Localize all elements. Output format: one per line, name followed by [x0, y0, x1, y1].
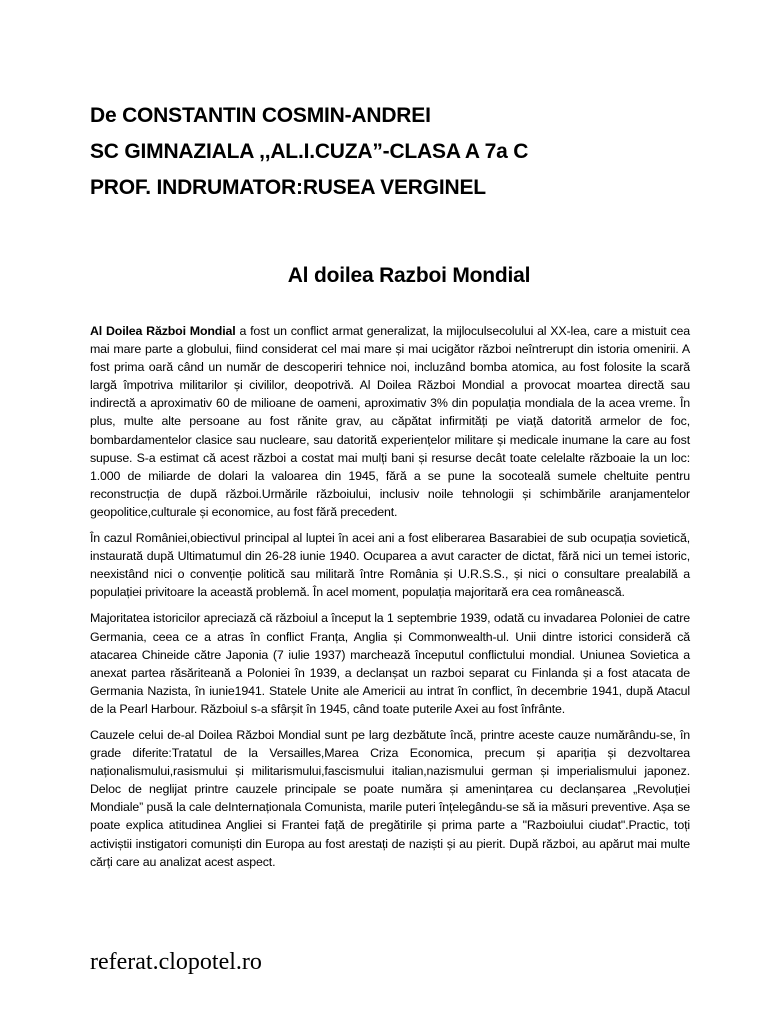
paragraph-1-text: a fost un conflict armat generalizat, la mijloculsecolului al XX-lea, care a mistuit cea mai mare parte a globului, fiind considerat cel mai mare și mai ucigător război neîntrerupt din istoria omenirii. A fost prima oară când un număr de descoperiri tehnice noi, incluzând bomba atomica, au fost folosite la scară largă împotriva militarilor și civililor, deopotrivă. Al Doilea Război Mondial a provocat moartea directă sau indirectă a aproximativ 60 de milioane de oameni, aproximativ 3% din populația mondiala de la acea vreme. În plus, multe alte persoane au fost rănite grav, au căpătat infirmități pe viață datorită armelor de foc, bombardamentelor clasice sau nucleare, sau datorită experiențelor militare și medicale inumane la care au fost supuse. S-a estimat că acest război a costat mai mulți bani și resurse decât toate celelalte războaie la un loc: 1.000 de miliarde de dolari la valoarea din 1945, fără a se pune la socoteală sumele cheltuite pentru reconstrucția de după război.Urmările războiului, inclusiv noile tehnologii și schimbările aranjamentelor geopolitice,culturale și economice, au fost fără precedent. — [90, 324, 691, 519]
document-title: Al doilea Razboi Mondial — [287, 264, 531, 287]
paragraph-3-text: Majoritatea istoricilor apreciază că războiul a început la 1 septembrie 1939, odată cu invadarea Poloniei de catre Germania, ceea ce a atras în conflict Franța, Anglia și Commonwealth-ul. Unii dintre istorici consideră că atacarea Chineide către Japonia (7 iulie 1937) marchează începutul conflictului mondial. Uniunea Sovietica a anexat partea răsăriteană a Poloniei în 1939, a declanșat un razboi separat cu Finlanda și a fost atacata de Germania Nazista, în iunie1941. Statele Unite ale Americii au intrat în conflict, în decembrie 1941, după Atacul de la Pearl Harbour. Războiul s-a sfârșit în 1945, când toate puterile Axei au fost înfrânte. — [90, 611, 690, 716]
paragraph-2-text: În cazul României,obiectivul principal al luptei în acei ani a fost eliberarea Basarabiei de sub ocupația sovietică, instaurată după Ultimatumul din 26-28 iunie 1940. Ocuparea a avut caracter de dictat, fără nici un temei istoric, neexistând nici o convenție politică sau militară între România și U.R.S.S., și nici o consultare prealabilă a populației privitoare la această problemă. În acel moment, populația majoritară era cea românească. — [90, 531, 690, 600]
source-watermark: referat.clopotel.ro — [90, 949, 262, 975]
paragraph-2 — [90, 529, 690, 601]
teacher-line: PROF. INDRUMATOR:RUSEA VERGINEL — [90, 176, 486, 199]
paragraph-1-lead: Al Doilea Război Mondial — [90, 324, 236, 338]
paragraph-3 — [90, 609, 690, 718]
paragraph-1 — [90, 322, 690, 521]
author-line: De CONSTANTIN COSMIN-ANDREI — [90, 104, 431, 127]
document-header — [90, 98, 710, 206]
document-body — [90, 322, 690, 879]
school-line: SC GIMNAZIALA ,,AL.I.CUZA”-CLASA A 7a C — [90, 140, 529, 163]
paragraph-4 — [90, 726, 690, 871]
paragraph-4-text: Cauzele celui de-al Doilea Război Mondial sunt pe larg dezbătute încă, printre aceste cauze numărându-se, în grade diferite:Tratatul de la Versailles,Marea Criza Economica, precum și apariția și dezvoltarea naționalismului,rasismului și militarismului,fascismului italian,nazismului german și imperialismului japonez. Deloc de neglijat printre cauzele principale se poate număra și amenințarea cu declanșarea „Revoluției Mondiale” pusă la cale deInternaționala Comunista, marile puteri înțelegându-se să ia măsuri preventive. Așa se poate explica atitudinea Angliei si Frantei față de pregătirile și prima parte a "Razboiului ciudat".Practic, toți activiștii instigatori comuniști din Europa au fost arestați de naziști și au pierit. După război, au apărut mai multe cărți care au analizat acest aspect. — [90, 727, 690, 869]
document-title-wrap — [0, 262, 768, 290]
